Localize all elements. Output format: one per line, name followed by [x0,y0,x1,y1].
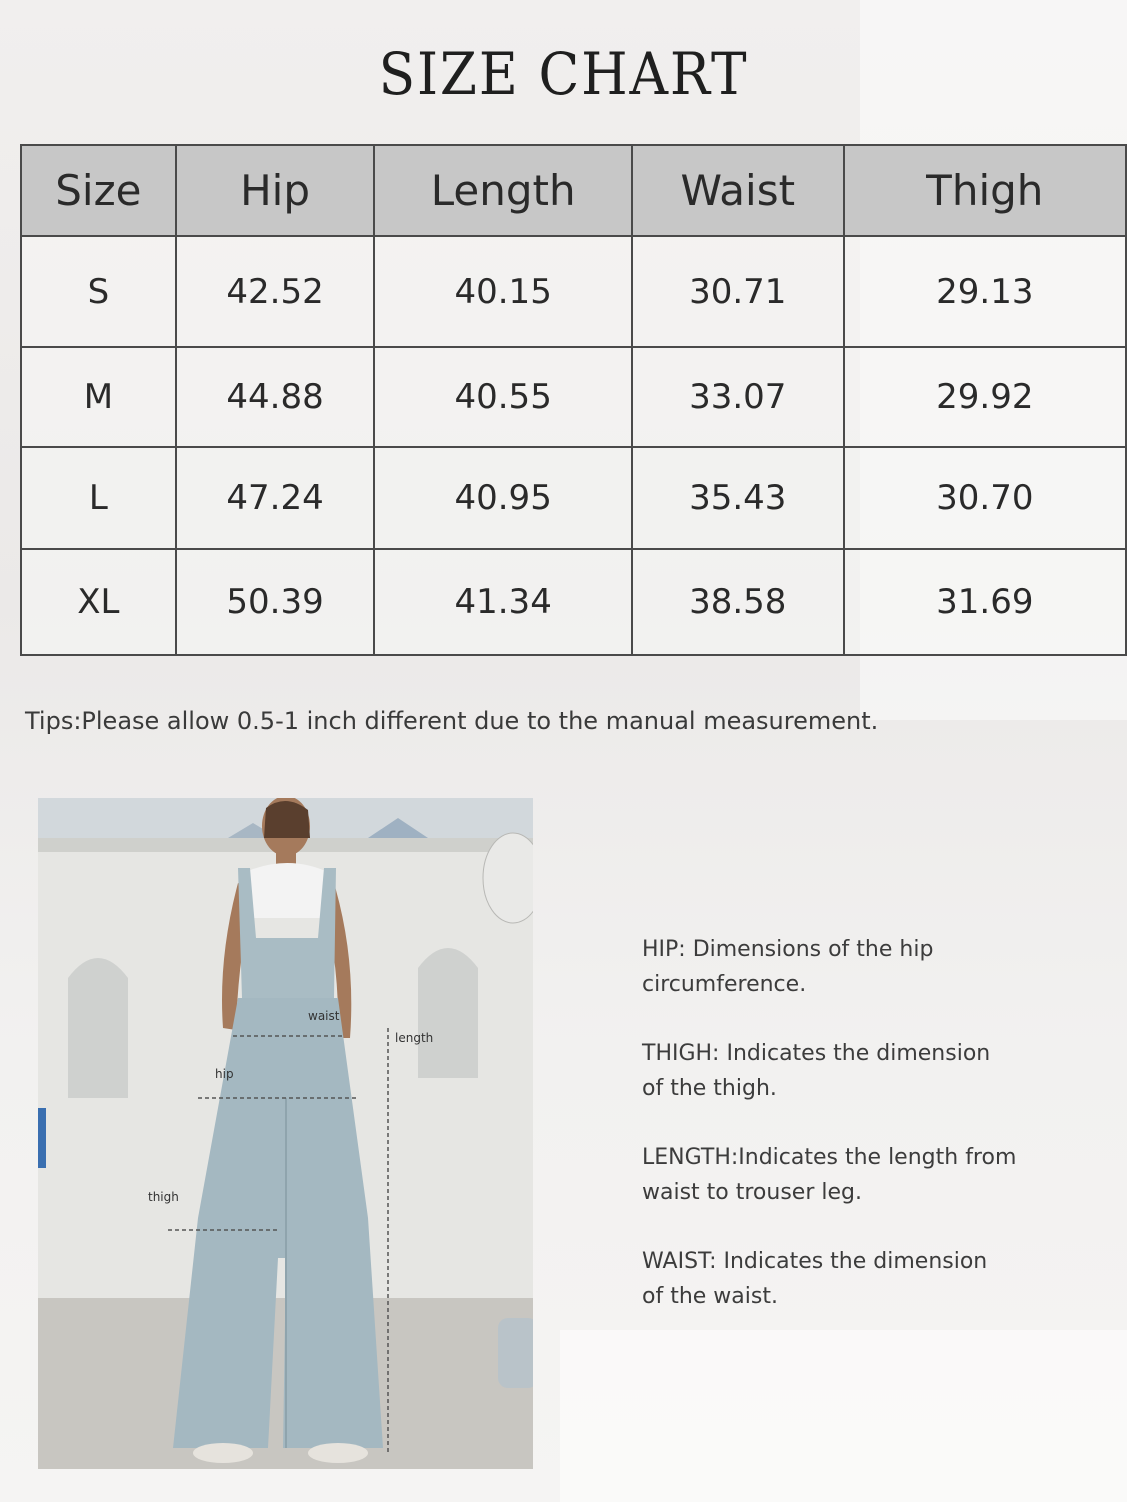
waist-label: waist [308,1009,340,1023]
background-panel [560,1330,1127,1502]
cell-waist: 38.58 [632,549,844,655]
cell-size: M [21,347,176,447]
cell-thigh: 29.92 [844,347,1126,447]
measurement-tips: Tips:Please allow 0.5-1 inch different due to the manual measurement. [25,707,879,735]
cell-length: 41.34 [374,549,632,655]
column-header-waist: Waist [632,145,844,236]
definition-length: LENGTH:Indicates the length from waist to trouser leg. [642,1145,1017,1205]
cell-size: S [21,236,176,347]
definition-waist: WAIST: Indicates the dimension of the waist. [642,1249,988,1309]
table-header-row [21,145,1126,236]
thigh-label: thigh [148,1190,179,1204]
cell-length: 40.55 [374,347,632,447]
cell-hip: 42.52 [176,236,375,347]
cell-length: 40.95 [374,447,632,549]
table-row [21,236,1126,347]
cell-thigh: 31.69 [844,549,1126,655]
cell-hip: 50.39 [176,549,375,655]
definition-thigh: THIGH: Indicates the dimension of the thigh. [642,1041,991,1101]
cell-size: XL [21,549,176,655]
cell-length: 40.15 [374,236,632,347]
hip-label: hip [215,1067,234,1081]
cell-hip: 47.24 [176,447,375,549]
cell-size: L [21,447,176,549]
cell-thigh: 30.70 [844,447,1126,549]
page-title: SIZE CHART [378,40,749,108]
cell-waist: 30.71 [632,236,844,347]
cell-thigh: 29.13 [844,236,1126,347]
table-row [21,347,1126,447]
column-header-thigh: Thigh [844,145,1126,236]
definition-hip: HIP: Dimensions of the hip circumference. [642,937,934,997]
product-photo [38,798,533,1469]
size-chart-table [20,144,1127,656]
cell-waist: 33.07 [632,347,844,447]
table-row [21,447,1126,549]
measurement-definitions [642,932,1062,1348]
length-label: length [395,1031,434,1045]
column-header-size: Size [21,145,176,236]
column-header-hip: Hip [176,145,375,236]
cell-waist: 35.43 [632,447,844,549]
column-header-length: Length [374,145,632,236]
table-row [21,549,1126,655]
cell-hip: 44.88 [176,347,375,447]
